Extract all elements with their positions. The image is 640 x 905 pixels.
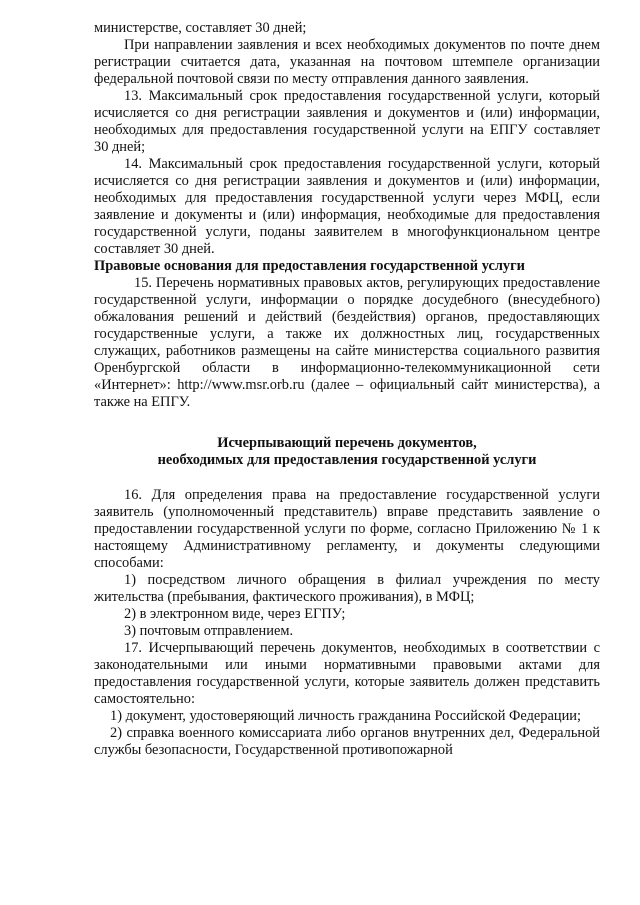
document-body [94, 20, 600, 759]
paragraph-16-item-2: 2) в электронном виде, через ЕГПУ; [124, 606, 346, 622]
paragraph-17-item-1: 1) документ, удостоверяющий личность гражданина Российской Федерации; [110, 708, 581, 724]
paragraph-16: 16. Для определения права на предоставление государственной услуги заявитель (уполномоченный представитель) вправе представить заявление о предоставлении государственной услуги по форме, согласно Приложению № 1 к настоящему Административному регламенту, и документы следующими способами: [94, 487, 600, 571]
paragraph-continuation: министерстве, составляет 30 дней; [94, 20, 307, 36]
section-heading-documents-line2: необходимых для предоставления государственной услуги [157, 452, 537, 468]
paragraph-16-item-3: 3) почтовым отправлением. [124, 623, 294, 639]
section-heading-legal-basis: Правовые основания для предоставления государственной услуги [94, 258, 525, 274]
section-heading-documents-line1: Исчерпывающий перечень документов, [217, 435, 477, 451]
paragraph-17-item-2: 2) справка военного комиссариата либо органов внутренних дел, Федеральной службы безопасности, Государственной противопожарной [94, 725, 600, 758]
section-heading-documents [94, 435, 600, 469]
paragraph-mail-registration: При направлении заявления и всех необходимых документов по почте днем регистрации считается дата, указанная на почтовом штемпеле организации федеральной почтовой связи по месту отправления данного заявления. [94, 37, 600, 87]
paragraph-13: 13. Максимальный срок предоставления государственной услуги, который исчисляется со дня регистрации заявления и документов и (или) информации, необходимых для предоставления государственной услуги на ЕПГУ составляет 30 дней; [94, 88, 600, 155]
paragraph-16-item-1: 1) посредством личного обращения в филиал учреждения по месту жительства (пребывания, фактического проживания), в МФЦ; [94, 572, 600, 605]
paragraph-14: 14. Максимальный срок предоставления государственной услуги, который исчисляется со дня регистрации заявления и документов и (или) информации, необходимых для предоставления государственной услуги через МФЦ, если заявление и документы и (или) информация, необходимые для предоставления государственной услуги, поданы заявителем в многофункциональном центре составляет 30 дней. [94, 156, 600, 257]
paragraph-15: 15. Перечень нормативных правовых актов, регулирующих предоставление государственной услуги, информации о порядке досудебного (внесудебного) обжалования решений и действий (бездействия) органов, предоставляющих государственные услуги, а также их должностных лиц, государственных служащих, работников размещены на сайте министерства социального развития Оренбургской области в информационно-телекоммуникационной сети «Интернет»: http://www.msr.orb.ru (далее – официальный сайт министерства), а также на ЕПГУ. [94, 275, 600, 410]
paragraph-17: 17. Исчерпывающий перечень документов, необходимых в соответствии с законодательными или иными нормативными правовыми актами для предоставления государственной услуги, которые заявитель должен представить самостоятельно: [94, 640, 600, 707]
